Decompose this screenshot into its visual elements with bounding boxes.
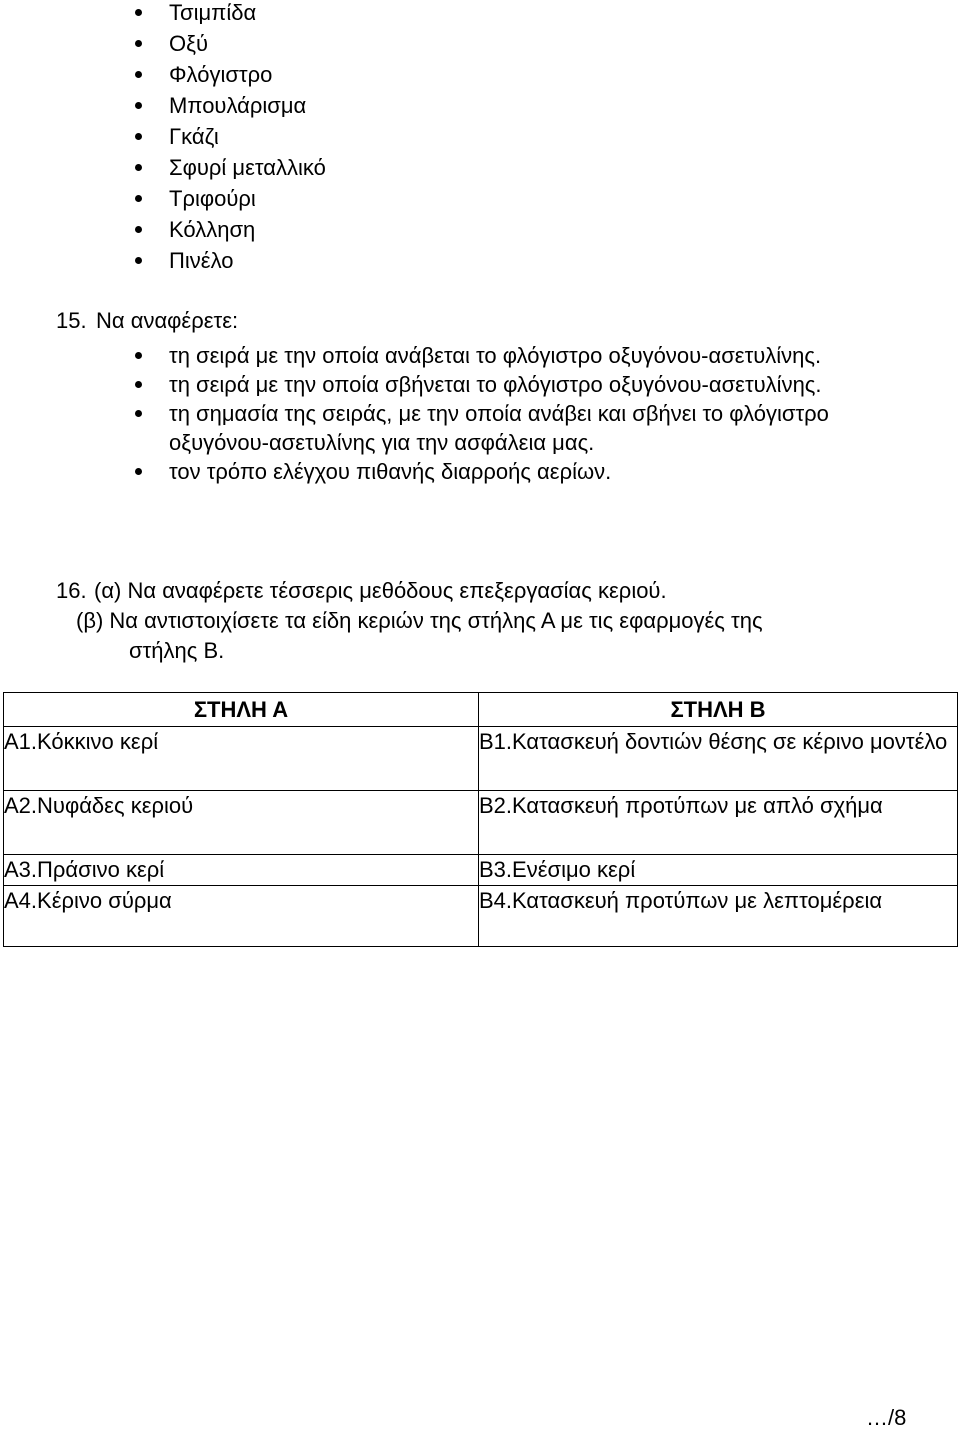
column-b-header: ΣΤΗΛΗ Β [479, 693, 958, 727]
question-number: 16. [56, 578, 87, 603]
part-a-text: (α) Να αναφέρετε τέσσερις μεθόδους επεξεργασίας κεριού. [94, 578, 667, 603]
question-number: 15. [56, 308, 87, 333]
table-row [4, 791, 958, 855]
list-item: Φλόγιστρο [169, 59, 326, 90]
matching-table [3, 692, 958, 947]
question-16-part-a [56, 576, 936, 606]
column-b-cell: Β3.Ενέσιμο κερί [479, 857, 636, 882]
column-b-cell: Β1.Κατασκευή δοντιών θέσης σε κέρινο μοντέλο [479, 729, 948, 754]
list-item: τη σειρά με την οποία σβήνεται το φλόγιστρο οξυγόνου-ασετυλίνης. [169, 370, 849, 399]
list-item: Μπουλάρισμα [169, 90, 326, 121]
list-item: Σφυρί μεταλλικό [169, 152, 326, 183]
table-row [4, 855, 958, 886]
tools-list [169, 0, 326, 276]
column-a-cell: Α4.Κέρινο σύρμα [4, 888, 172, 913]
column-a-header: ΣΤΗΛΗ Α [4, 693, 479, 727]
question-15-items [169, 341, 849, 486]
column-a-cell: Α2.Νυφάδες κεριού [4, 793, 194, 818]
list-item: Πινέλο [169, 245, 326, 276]
list-item: τον τρόπο ελέγχου πιθανής διαρροής αερίων. [169, 457, 849, 486]
list-item: τη σημασία της σειράς, με την οποία ανάβει και σβήνει το φλόγιστρο οξυγόνου-ασετυλίνης για την ασφάλεια μας. [169, 399, 849, 457]
list-item: Κόλληση [169, 214, 326, 245]
table-row [4, 886, 958, 947]
list-item: Τριφούρι [169, 183, 326, 214]
list-item: τη σειρά με την οποία ανάβεται το φλόγιστρο οξυγόνου-ασετυλίνης. [169, 341, 849, 370]
column-a-cell: Α1.Κόκκινο κερί [4, 729, 159, 754]
column-b-cell: Β4.Κατασκευή προτύπων με λεπτομέρεια [479, 888, 883, 913]
list-item: Οξύ [169, 28, 326, 59]
question-prompt: Να αναφέρετε: [96, 308, 239, 333]
page-score-mark: …/8 [866, 1405, 907, 1430]
column-a-cell: Α3.Πράσινο κερί [4, 857, 165, 882]
question-16-part-b-line2: στήλης Β. [129, 638, 225, 663]
table-row [4, 727, 958, 791]
list-item: Γκάζι [169, 121, 326, 152]
column-b-cell: Β2.Κατασκευή προτύπων με απλό σχήμα [479, 793, 883, 818]
question-15-heading [56, 305, 238, 336]
list-item: Τσιμπίδα [169, 0, 326, 28]
question-16 [56, 576, 936, 666]
question-16-part-b-line1: (β) Να αντιστοιχίσετε τα είδη κεριών της στήλης Α με τις εφαρμογές της [76, 608, 763, 633]
